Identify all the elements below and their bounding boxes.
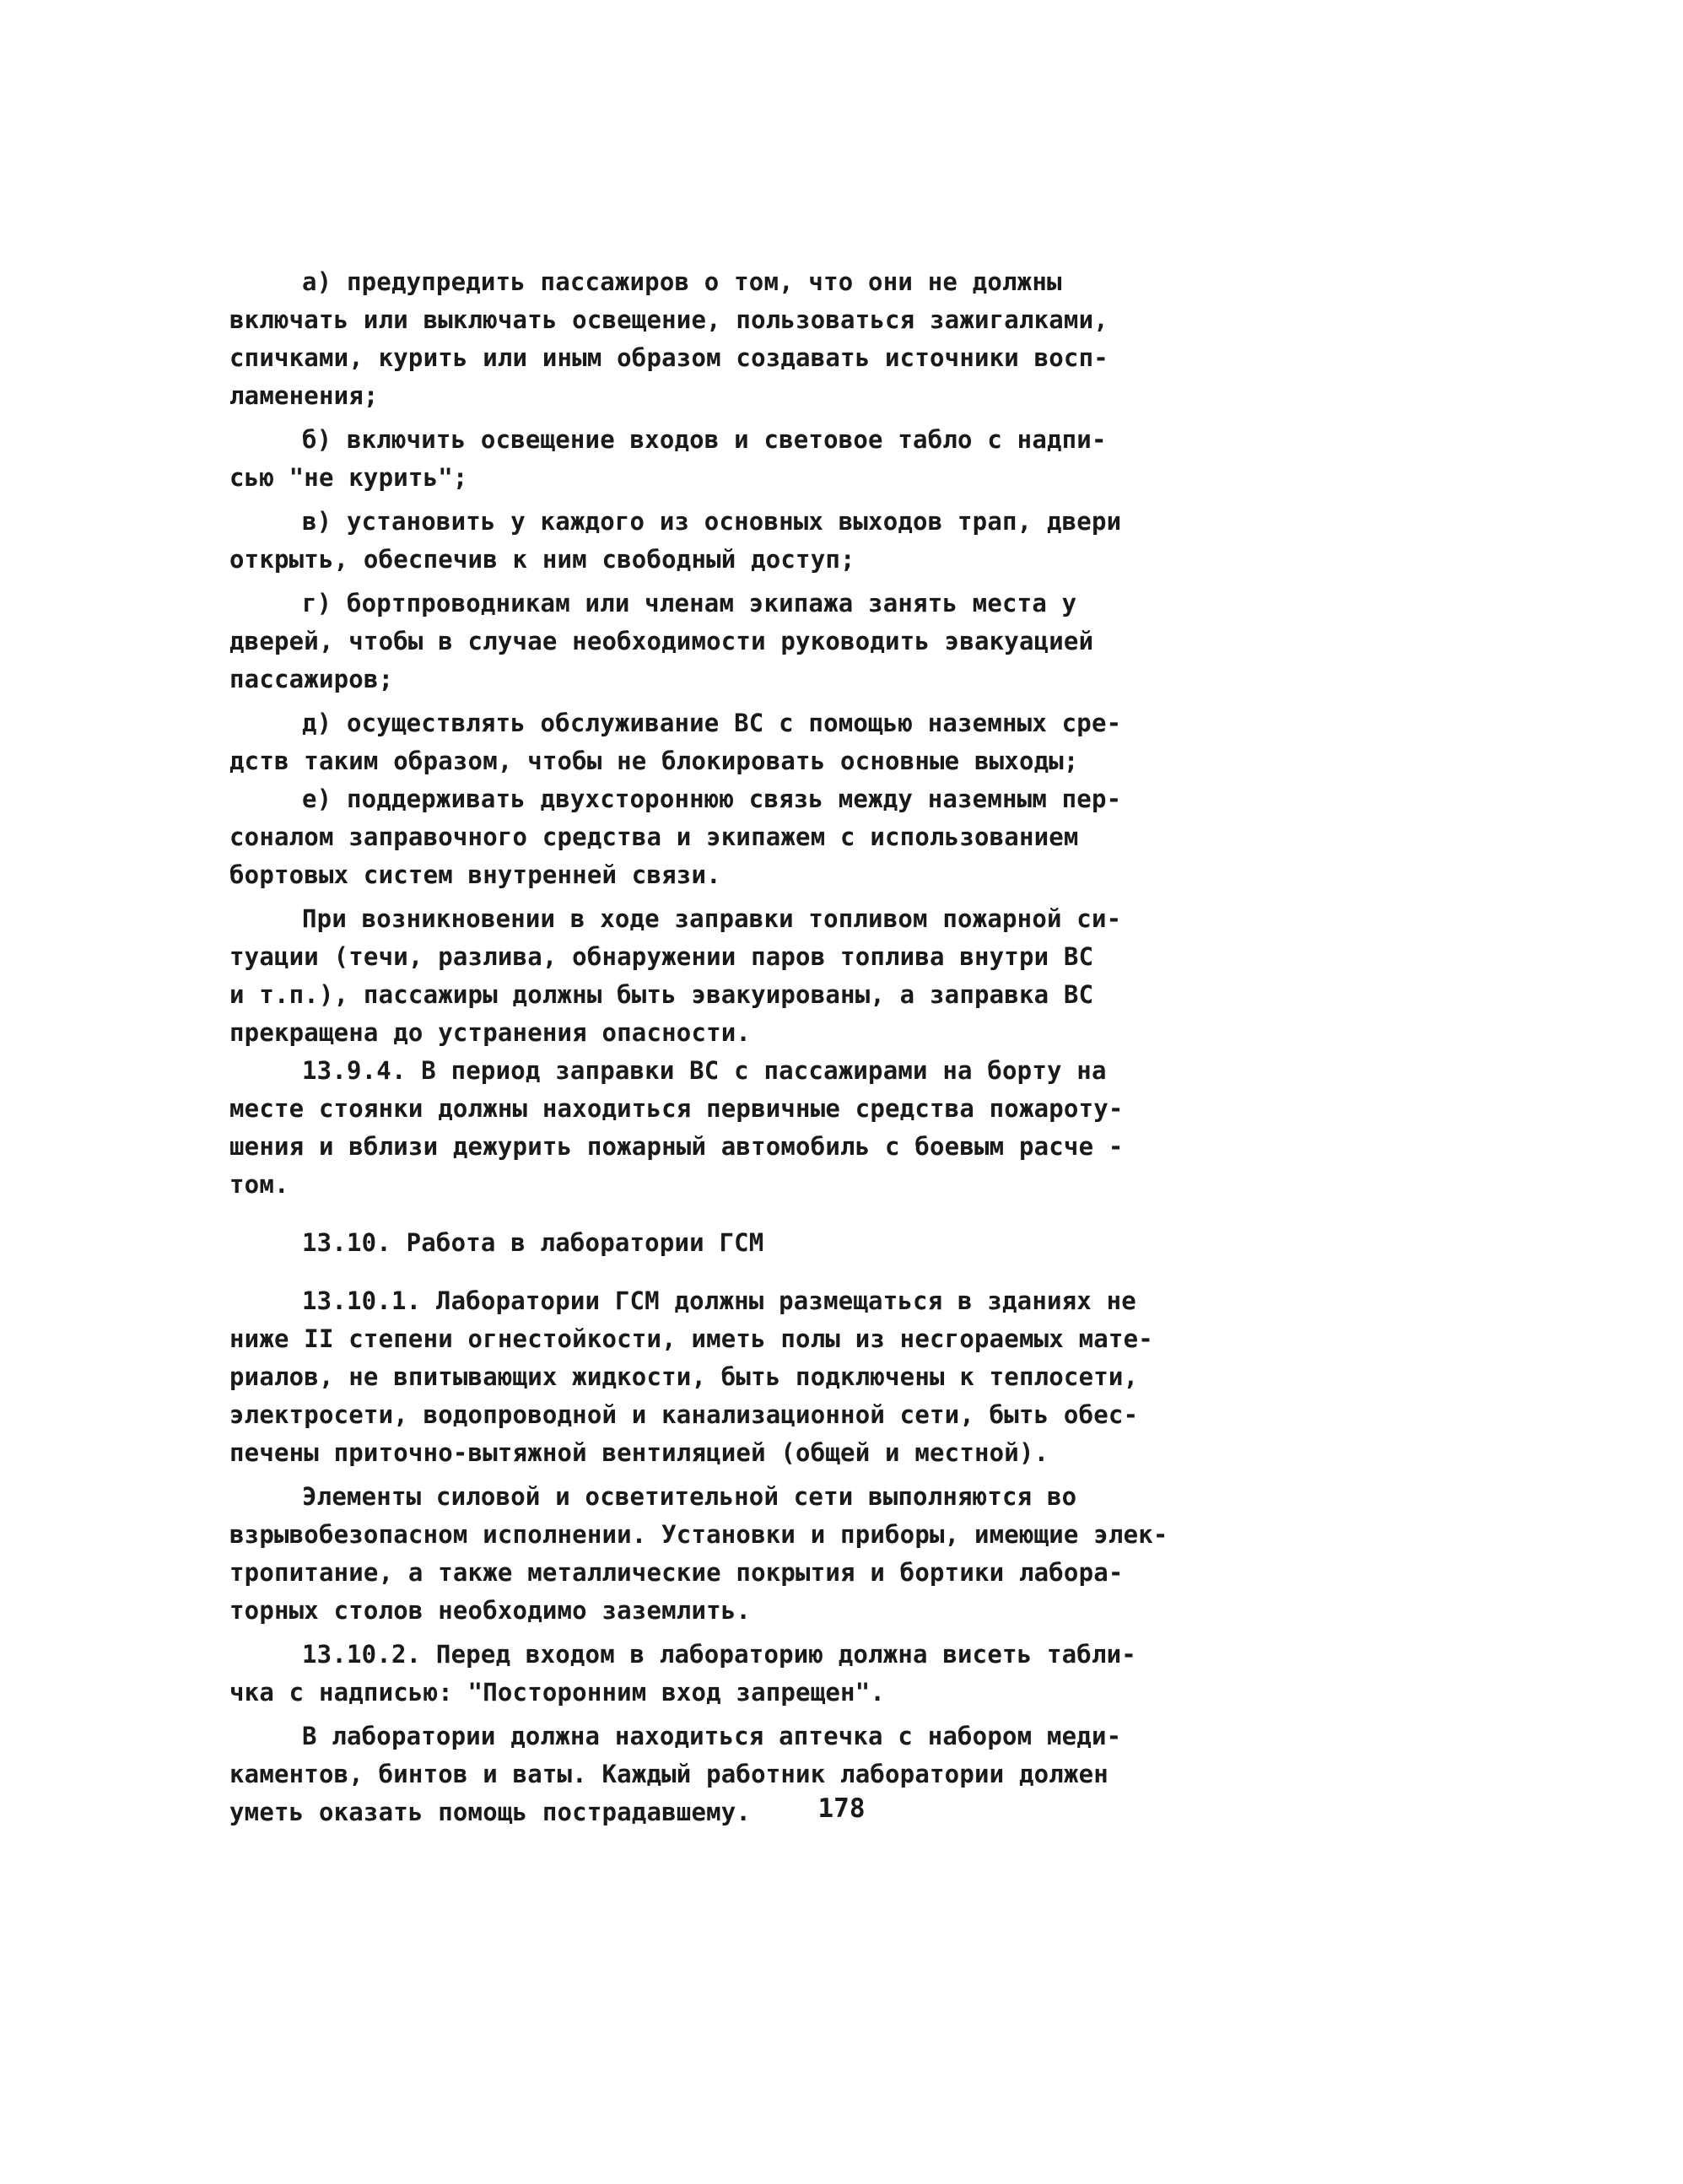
first-aid-paragraph-line-3: уметь оказать помощь пострадавшему. [229,1798,752,1826]
item-v-line-1: в) установить у каждого из основных выходов трап, двери [302,507,1122,536]
page-number: 178 [817,1793,866,1824]
clause-13-10-1-line-3: риалов, не впитывающих жидкости, быть подключены к теплосети, [229,1362,1139,1391]
fire-situation-line-4: прекращена до устранения опасности. [229,1018,752,1047]
clause-13-10-2-line-1: 13.10.2. Перед входом в лабораторию должна висеть табли- [302,1640,1136,1669]
item-a-line-2: включать или выключать освещение, пользоваться зажигалками, [229,305,1109,334]
item-e-line-3: бортовых систем внутренней связи. [229,860,721,889]
clause-13-10-1-line-4: электросети, водопроводной и канализационной сети, быть обес- [229,1400,1139,1429]
item-g-line-2: дверей, чтобы в случае необходимости руководить эвакуацией [229,627,1094,655]
item-e-line-2: соналом заправочного средства и экипажем с использованием [229,822,1079,851]
clause-13-9-4-line-1: 13.9.4. В период заправки ВС с пассажирами на борту на [302,1056,1107,1085]
fire-situation-line-2: туации (течи, разлива, обнаружении паров топлива внутри ВС [229,942,1094,971]
clause-13-9-4-line-2: месте стоянки должны находиться первичные средства пожароту- [229,1094,1124,1123]
item-d-line-2: дств таким образом, чтобы не блокировать основные выходы; [229,747,1079,775]
item-a-line-3: спичками, курить или иным образом создавать источники восп- [229,343,1109,372]
item-g-line-3: пассажиров; [229,665,394,693]
item-v-line-2: открыть, обеспечив к ним свободный доступ; [229,545,855,574]
item-g-line-1: г) бортпроводникам или членам экипажа занять места у [302,589,1077,617]
elements-paragraph-line-3: тропитание, а также металлические покрытия и бортики лабора- [229,1558,1124,1587]
item-b-line-2: сью "не курить"; [229,463,468,492]
first-aid-paragraph-line-1: В лаборатории должна находиться аптечка с набором меди- [302,1722,1122,1750]
item-a-line-1: а) предупредить пассажиров о том, что они не должны [302,267,1062,296]
clause-13-10-2-line-2: чка с надписью: "Посторонним вход запрещен". [229,1678,886,1707]
fire-situation-line-1: При возникновении в ходе заправки топливом пожарной си- [302,904,1122,933]
item-d-line-1: д) осуществлять обслуживание ВС с помощью наземных сре- [302,709,1122,737]
document-body [229,263,1200,1831]
elements-paragraph-line-2: взрывобезопасном исполнении. Установки и приборы, имеющие элек- [229,1520,1168,1549]
elements-paragraph-line-4: торных столов необходимо заземлить. [229,1596,752,1625]
elements-paragraph-line-1: Элементы силовой и осветительной сети выполняются во [302,1482,1077,1511]
clause-13-10-1-line-1: 13.10.1. Лаборатории ГСМ должны размещаться в зданиях не [302,1286,1136,1315]
section-heading-13-10: 13.10. Работа в лаборатории ГСМ [302,1228,764,1257]
clause-13-9-4-line-3: шения и вблизи дежурить пожарный автомобиль с боевым расче - [229,1132,1124,1161]
clause-13-10-1-line-2: ниже II степени огнестойкости, иметь полы из несгораемых мате- [229,1324,1153,1353]
item-b-line-1: б) включить освещение входов и световое табло с надпи- [302,425,1107,454]
clause-13-10-1-line-5: печены приточно-вытяжной вентиляцией (общей и местной). [229,1438,1049,1467]
item-e-line-1: е) поддерживать двухстороннюю связь между наземным пер- [302,785,1122,813]
clause-13-9-4-line-4: том. [229,1170,289,1199]
item-a-line-4: ламенения; [229,381,379,410]
fire-situation-line-3: и т.п.), пассажиры должны быть эвакуированы, а заправка ВС [229,980,1094,1009]
first-aid-paragraph-line-2: каментов, бинтов и ваты. Каждый работник лаборатории должен [229,1760,1109,1788]
